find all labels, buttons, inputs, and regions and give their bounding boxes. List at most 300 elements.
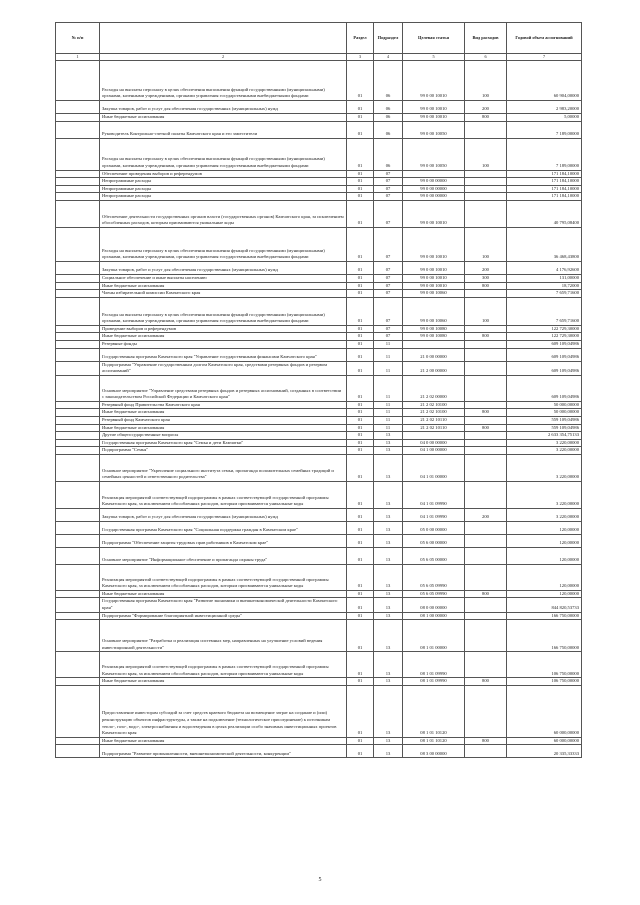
target-cell: 99 0 00 10010 — [403, 261, 465, 274]
num-cell — [56, 521, 100, 534]
table-row — [56, 521, 582, 534]
podrazdel-cell: 13 — [374, 447, 403, 455]
razdel-cell: 01 — [347, 612, 374, 620]
num-cell — [56, 685, 100, 737]
target-cell — [403, 340, 465, 348]
vid-cell: 800 — [465, 424, 507, 432]
razdel-cell: 01 — [347, 447, 374, 455]
volume-cell: 60 000,00000 — [507, 737, 582, 745]
volume-cell: 3 220,00000 — [507, 508, 582, 521]
vid-cell — [465, 521, 507, 534]
name-cell: Резервные фонды — [100, 340, 347, 348]
table-row — [56, 424, 582, 432]
volume-cell: 120,00000 — [507, 521, 582, 534]
target-cell: 99 0 00 10060 — [403, 290, 465, 298]
vid-cell: 100 — [465, 297, 507, 325]
target-cell: 99 0 00 10010 — [403, 274, 465, 282]
table-row — [56, 409, 582, 417]
table-row — [56, 564, 582, 590]
name-cell: Подпрограмма "Развитие промышленности, внешнеэкономической деятельности, конкуренции" — [100, 745, 347, 758]
razdel-cell: 01 — [347, 685, 374, 737]
volume-cell: 166 750,00000 — [507, 620, 582, 652]
vid-cell — [465, 178, 507, 186]
name-cell: Иные бюджетные ассигнования — [100, 409, 347, 417]
podrazdel-cell: 13 — [374, 547, 403, 564]
volume-cell: 4 176,92600 — [507, 261, 582, 274]
vid-cell — [465, 375, 507, 401]
target-cell: 99 0 00 10010 — [403, 200, 465, 227]
table-row — [56, 297, 582, 325]
podrazdel-cell: 07 — [374, 200, 403, 227]
num-cell — [56, 101, 100, 114]
vid-cell: 800 — [465, 333, 507, 341]
volume-cell: 7 189,00000 — [507, 138, 582, 170]
vid-cell: 800 — [465, 737, 507, 745]
vid-cell: 800 — [465, 282, 507, 290]
num-cell — [56, 200, 100, 227]
name-cell: Обеспечение деятельности государственных органов власти (государственных органов) Камчатского края, за исключением обособленных расходов, которым присваиваются уникальные коды — [100, 200, 347, 227]
num-cell — [56, 598, 100, 612]
index-cell: 7 — [507, 54, 582, 61]
vid-cell: 100 — [465, 138, 507, 170]
target-cell: 21 2 02 10100 — [403, 409, 465, 417]
vid-cell — [465, 193, 507, 201]
table-row — [56, 185, 582, 193]
num-cell — [56, 375, 100, 401]
num-cell — [56, 432, 100, 440]
target-cell: 21 2 00 00000 — [403, 361, 465, 375]
volume-cell: 60 000,00000 — [507, 685, 582, 737]
name-cell: Основное мероприятие "Разработка и реализация системных мер, направленных на улучшение условий ведения инвестиционной деятельности" — [100, 620, 347, 652]
num-cell — [56, 678, 100, 686]
num-cell — [56, 424, 100, 432]
volume-cell: 60 904,00000 — [507, 61, 582, 101]
vid-cell — [465, 200, 507, 227]
volume-cell: 609 109,04986 — [507, 375, 582, 401]
num-cell — [56, 297, 100, 325]
num-cell — [56, 547, 100, 564]
num-cell — [56, 612, 100, 620]
target-cell: 08 1 00 00000 — [403, 612, 465, 620]
vid-cell — [465, 454, 507, 481]
razdel-cell: 01 — [347, 481, 374, 508]
target-cell: 04 1 01 09990 — [403, 481, 465, 508]
razdel-cell: 01 — [347, 598, 374, 612]
table-row — [56, 348, 582, 361]
name-cell: Иные бюджетные ассигнования — [100, 282, 347, 290]
podrazdel-cell: 11 — [374, 340, 403, 348]
name-cell: Основное мероприятие "Укрепление социального института семьи, пропаганда положительных семейных традиций и семейных ценностей и ответственного родительства" — [100, 454, 347, 481]
table-row — [56, 375, 582, 401]
razdel-cell: 01 — [347, 424, 374, 432]
target-cell: 99 0 00 00000 — [403, 185, 465, 193]
razdel-cell: 01 — [347, 375, 374, 401]
table-row — [56, 101, 582, 114]
target-cell: 04 1 01 00000 — [403, 454, 465, 481]
target-cell: 21 2 02 10110 — [403, 424, 465, 432]
name-cell: Государственная программа Камчатского края "Социальная поддержка граждан в Камчатском крае" — [100, 521, 347, 534]
volume-cell: 20 335,33333 — [507, 745, 582, 758]
index-cell: 6 — [465, 54, 507, 61]
podrazdel-cell: 07 — [374, 261, 403, 274]
volume-cell: 609 109,04986 — [507, 361, 582, 375]
vid-cell — [465, 325, 507, 333]
razdel-cell: 01 — [347, 432, 374, 440]
volume-cell: 171 184,10000 — [507, 178, 582, 186]
razdel-cell: 01 — [347, 325, 374, 333]
podrazdel-cell: 07 — [374, 282, 403, 290]
header-volume: Годовой объем ассигнований — [507, 23, 582, 54]
volume-cell: 7 659,71600 — [507, 297, 582, 325]
index-cell: 3 — [347, 54, 374, 61]
table-row — [56, 227, 582, 261]
razdel-cell: 01 — [347, 200, 374, 227]
vid-cell: 800 — [465, 678, 507, 686]
num-cell — [56, 590, 100, 598]
razdel-cell: 01 — [347, 401, 374, 409]
table-row — [56, 170, 582, 178]
volume-cell: 609 109,04986 — [507, 340, 582, 348]
razdel-cell: 01 — [347, 185, 374, 193]
target-cell: 04 1 01 09990 — [403, 508, 465, 521]
table-row — [56, 534, 582, 547]
target-cell: 99 0 00 00000 — [403, 178, 465, 186]
razdel-cell: 01 — [347, 297, 374, 325]
name-cell: Реализация мероприятий соответствующей подпрограммы в рамках соответствующей государственной программы Камчатского края, за исключением обособленных расходов, которым присваиваются уникальные коды — [100, 652, 347, 678]
num-cell — [56, 454, 100, 481]
num-cell — [56, 61, 100, 101]
vid-cell — [465, 685, 507, 737]
volume-cell: 106 750,00000 — [507, 652, 582, 678]
volume-cell: 122 729,30000 — [507, 325, 582, 333]
volume-cell: 7 189,00000 — [507, 121, 582, 138]
vid-cell — [465, 547, 507, 564]
name-cell: Члены избирательной комиссии Камчатского края — [100, 290, 347, 298]
volume-cell: 166 750,00000 — [507, 612, 582, 620]
num-cell — [56, 185, 100, 193]
name-cell: Непрограммные расходы — [100, 193, 347, 201]
razdel-cell: 01 — [347, 547, 374, 564]
vid-cell — [465, 620, 507, 652]
vid-cell — [465, 534, 507, 547]
table-row — [56, 745, 582, 758]
num-cell — [56, 620, 100, 652]
volume-cell: 609 109,04986 — [507, 348, 582, 361]
volume-cell: 3 220,00000 — [507, 481, 582, 508]
volume-cell: 120,00000 — [507, 547, 582, 564]
header-target: Целевая статья — [403, 23, 465, 54]
podrazdel-cell: 13 — [374, 432, 403, 440]
num-cell — [56, 652, 100, 678]
name-cell: Закупка товаров, работ и услуг для обеспечения государственных (муниципальных) нужд — [100, 261, 347, 274]
name-cell: Иные бюджетные ассигнования — [100, 333, 347, 341]
table-row — [56, 685, 582, 737]
name-cell: Обеспечение проведения выборов и референдумов — [100, 170, 347, 178]
num-cell — [56, 348, 100, 361]
target-cell: 99 0 00 10010 — [403, 114, 465, 122]
name-cell: Расходы на выплаты персоналу в целях обеспечения выполнения функций государственными (муниципальными) органами, казенными учреждениями, органами управления государственными внебюджетными фондами — [100, 227, 347, 261]
podrazdel-cell: 13 — [374, 521, 403, 534]
podrazdel-cell: 13 — [374, 598, 403, 612]
num-cell — [56, 114, 100, 122]
target-cell: 99 0 00 10010 — [403, 61, 465, 101]
podrazdel-cell: 13 — [374, 737, 403, 745]
podrazdel-cell: 11 — [374, 401, 403, 409]
razdel-cell: 01 — [347, 652, 374, 678]
name-cell: Расходы на выплаты персоналу в целях обеспечения выполнения функций государственными (муниципальными) органами, казенными учреждениями, органами управления государственными внебюджетными фондами — [100, 61, 347, 101]
razdel-cell: 01 — [347, 534, 374, 547]
target-cell: 05 6 00 00000 — [403, 534, 465, 547]
vid-cell — [465, 745, 507, 758]
num-cell — [56, 138, 100, 170]
num-cell — [56, 439, 100, 447]
volume-cell: 171 184,10000 — [507, 170, 582, 178]
vid-cell: 800 — [465, 590, 507, 598]
header-row — [56, 23, 582, 54]
podrazdel-cell: 13 — [374, 439, 403, 447]
target-cell: 99 0 00 10050 — [403, 121, 465, 138]
vid-cell — [465, 432, 507, 440]
num-cell — [56, 508, 100, 521]
table-row — [56, 454, 582, 481]
razdel-cell: 01 — [347, 193, 374, 201]
podrazdel-cell: 11 — [374, 424, 403, 432]
name-cell: Подпрограмма "Обеспечение защиты трудовых прав работников в Камчатском крае" — [100, 534, 347, 547]
name-cell: Резервный фонд Камчатского края — [100, 416, 347, 424]
target-cell: 08 1 01 09990 — [403, 652, 465, 678]
podrazdel-cell: 07 — [374, 325, 403, 333]
razdel-cell: 01 — [347, 416, 374, 424]
target-cell: 05 6 05 09990 — [403, 590, 465, 598]
vid-cell — [465, 290, 507, 298]
table-row — [56, 590, 582, 598]
name-cell: Иные бюджетные ассигнования — [100, 114, 347, 122]
target-cell: 21 0 00 00000 — [403, 348, 465, 361]
target-cell: 21 2 02 00000 — [403, 375, 465, 401]
table-row — [56, 340, 582, 348]
podrazdel-cell: 13 — [374, 590, 403, 598]
podrazdel-cell: 11 — [374, 375, 403, 401]
name-cell: Реализация мероприятий соответствующей подпрограммы в рамках соответствующей государственной программы Камчатского края, за исключением обособленных расходов, которым присваиваются уникальные коды — [100, 564, 347, 590]
vid-cell — [465, 416, 507, 424]
razdel-cell: 01 — [347, 282, 374, 290]
name-cell: Основное мероприятие "Управление средствами резервных фондов и резервных ассигнований, созданных в соответствии с законодательством Российской Федерации и Камчатского края" — [100, 375, 347, 401]
table-row — [56, 401, 582, 409]
name-cell: Предоставление инвесторам субсидий за счет средств краевого бюджета на возмещение затрат на создание и (или) реконструкцию объектов инфраструктуры, а также на подключение (технологическое присоединение) к источникам тепло-, газо-, водо-, электроснабжения и водоотведения в целях реализации особо значимых инвестиционных проектов Камчатского края — [100, 685, 347, 737]
table-row — [56, 620, 582, 652]
podrazdel-cell: 11 — [374, 409, 403, 417]
name-cell: Социальное обеспечение и иные выплаты населению — [100, 274, 347, 282]
vid-cell — [465, 652, 507, 678]
target-cell: 08 3 00 00000 — [403, 745, 465, 758]
num-cell — [56, 737, 100, 745]
num-cell — [56, 121, 100, 138]
table-row — [56, 447, 582, 455]
table-row — [56, 598, 582, 612]
razdel-cell: 01 — [347, 101, 374, 114]
table-row — [56, 361, 582, 375]
target-cell — [403, 170, 465, 178]
razdel-cell: 01 — [347, 361, 374, 375]
table-row — [56, 121, 582, 138]
volume-cell: 7 659,71600 — [507, 290, 582, 298]
num-cell — [56, 340, 100, 348]
podrazdel-cell: 07 — [374, 227, 403, 261]
header-razdel: Раздел — [347, 23, 374, 54]
target-cell: 04 1 00 00000 — [403, 447, 465, 455]
volume-cell: 559 109,04986 — [507, 416, 582, 424]
name-cell: Подпрограмма "Семья" — [100, 447, 347, 455]
razdel-cell: 01 — [347, 678, 374, 686]
podrazdel-cell: 13 — [374, 685, 403, 737]
vid-cell — [465, 340, 507, 348]
volume-cell: 36 468,43800 — [507, 227, 582, 261]
volume-cell: 2 633 354,75133 — [507, 432, 582, 440]
num-cell — [56, 564, 100, 590]
razdel-cell: 01 — [347, 348, 374, 361]
razdel-cell: 01 — [347, 138, 374, 170]
vid-cell — [465, 439, 507, 447]
table-row — [56, 325, 582, 333]
razdel-cell: 01 — [347, 521, 374, 534]
target-cell: 99 0 00 10050 — [403, 138, 465, 170]
num-cell — [56, 178, 100, 186]
vid-cell — [465, 170, 507, 178]
volume-cell: 120,00000 — [507, 564, 582, 590]
target-cell: 08 1 01 10120 — [403, 737, 465, 745]
volume-cell: 3 220,00000 — [507, 454, 582, 481]
index-cell: 2 — [100, 54, 347, 61]
vid-cell: 200 — [465, 508, 507, 521]
target-cell: 21 2 02 10110 — [403, 416, 465, 424]
podrazdel-cell: 07 — [374, 333, 403, 341]
table-row — [56, 333, 582, 341]
razdel-cell: 01 — [347, 61, 374, 101]
name-cell: Государственная программа Камчатского края "Управление государственными финансами Камчатского края" — [100, 348, 347, 361]
podrazdel-cell: 13 — [374, 454, 403, 481]
name-cell: Другие общегосударственные вопросы — [100, 432, 347, 440]
index-cell: 1 — [56, 54, 100, 61]
razdel-cell: 01 — [347, 261, 374, 274]
target-cell: 21 2 02 10100 — [403, 401, 465, 409]
table-row — [56, 178, 582, 186]
num-cell — [56, 409, 100, 417]
table-body — [56, 61, 582, 758]
table-row — [56, 481, 582, 508]
volume-cell: 50 000,00000 — [507, 409, 582, 417]
name-cell: Расходы на выплаты персоналу в целях обеспечения выполнения функций государственными (муниципальными) органами, казенными учреждениями, органами управления государственными внебюджетными фондами — [100, 138, 347, 170]
podrazdel-cell: 13 — [374, 612, 403, 620]
podrazdel-cell: 06 — [374, 121, 403, 138]
vid-cell: 200 — [465, 101, 507, 114]
name-cell: Иные бюджетные ассигнования — [100, 590, 347, 598]
table-row — [56, 193, 582, 201]
name-cell: Непрограммные расходы — [100, 185, 347, 193]
num-cell — [56, 274, 100, 282]
vid-cell — [465, 481, 507, 508]
vid-cell — [465, 401, 507, 409]
num-cell — [56, 193, 100, 201]
podrazdel-cell: 13 — [374, 745, 403, 758]
podrazdel-cell: 13 — [374, 620, 403, 652]
razdel-cell: 01 — [347, 333, 374, 341]
table-row — [56, 282, 582, 290]
volume-cell: 122 729,30000 — [507, 333, 582, 341]
table-row — [56, 274, 582, 282]
table-row — [56, 678, 582, 686]
podrazdel-cell: 13 — [374, 508, 403, 521]
target-cell: 05 6 05 09990 — [403, 564, 465, 590]
table-row — [56, 138, 582, 170]
podrazdel-cell: 13 — [374, 678, 403, 686]
razdel-cell: 01 — [347, 508, 374, 521]
name-cell: Расходы на выплаты персоналу в целях обеспечения выполнения функций государственными (муниципальными) органами, казенными учреждениями, органами управления государственными внебюджетными фондами — [100, 297, 347, 325]
name-cell: Иные бюджетные ассигнования — [100, 678, 347, 686]
podrazdel-cell: 06 — [374, 114, 403, 122]
page-number: 5 — [318, 877, 322, 883]
index-row — [56, 54, 582, 61]
razdel-cell: 01 — [347, 745, 374, 758]
volume-cell: 106 750,00000 — [507, 678, 582, 686]
podrazdel-cell: 07 — [374, 178, 403, 186]
volume-cell: 2 983,20000 — [507, 101, 582, 114]
volume-cell: 18,72000 — [507, 282, 582, 290]
target-cell: 08 1 01 10120 — [403, 685, 465, 737]
num-cell — [56, 290, 100, 298]
target-cell: 05 0 00 00000 — [403, 521, 465, 534]
num-cell — [56, 325, 100, 333]
podrazdel-cell: 11 — [374, 361, 403, 375]
budget-table-sheet — [55, 22, 581, 758]
volume-cell: 120,00000 — [507, 534, 582, 547]
name-cell: Реализация мероприятий соответствующей подпрограммы в рамках соответствующей государственной программы Камчатского края, за исключением обособленных расходов, которым присваиваются уникальные коды — [100, 481, 347, 508]
podrazdel-cell: 07 — [374, 274, 403, 282]
num-cell — [56, 227, 100, 261]
volume-cell: 171 184,10000 — [507, 193, 582, 201]
podrazdel-cell: 06 — [374, 101, 403, 114]
num-cell — [56, 447, 100, 455]
volume-cell: 131,00000 — [507, 274, 582, 282]
vid-cell — [465, 598, 507, 612]
razdel-cell: 01 — [347, 340, 374, 348]
vid-cell: 100 — [465, 227, 507, 261]
vid-cell: 200 — [465, 261, 507, 274]
name-cell: Иные бюджетные ассигнования — [100, 737, 347, 745]
name-cell: Государственная программа Камчатского края "Семья и дети Камчатки" — [100, 439, 347, 447]
razdel-cell: 01 — [347, 170, 374, 178]
target-cell: 99 0 00 00000 — [403, 193, 465, 201]
vid-cell: 100 — [465, 61, 507, 101]
table-row — [56, 652, 582, 678]
name-cell: Иные бюджетные ассигнования — [100, 424, 347, 432]
num-cell — [56, 401, 100, 409]
volume-cell: 50 000,00000 — [507, 401, 582, 409]
name-cell: Подпрограмма "Управление государственным долгом Камчатского края, средствами резервных фондов и резервом ассигнований" — [100, 361, 347, 375]
target-cell: 08 0 00 00000 — [403, 598, 465, 612]
table-row — [56, 432, 582, 440]
podrazdel-cell: 13 — [374, 652, 403, 678]
volume-cell: 559 109,04986 — [507, 424, 582, 432]
razdel-cell: 01 — [347, 737, 374, 745]
name-cell: Закупка товаров, работ и услуг для обеспечения государственных (муниципальных) нужд — [100, 508, 347, 521]
razdel-cell: 01 — [347, 121, 374, 138]
name-cell: Резервный фонд Правительства Камчатского края — [100, 401, 347, 409]
target-cell: 99 0 00 10060 — [403, 297, 465, 325]
name-cell: Подпрограмма "Формирование благоприятной инвестиционной среды" — [100, 612, 347, 620]
target-cell: 04 0 00 00000 — [403, 439, 465, 447]
table-row — [56, 61, 582, 101]
table-row — [56, 439, 582, 447]
